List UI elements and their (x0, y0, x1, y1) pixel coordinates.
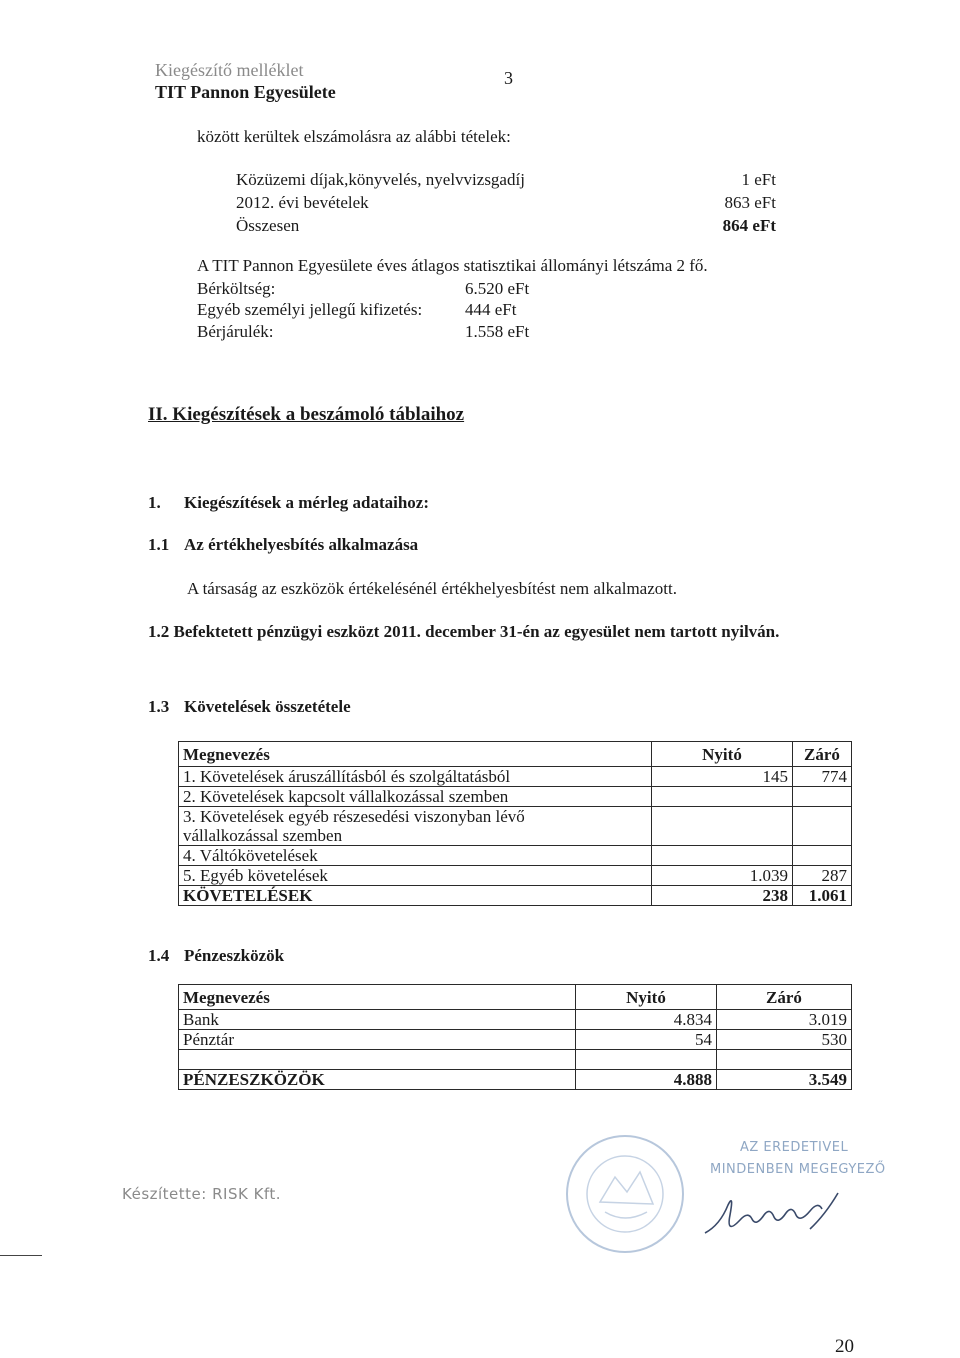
staff-cost-value: 6.520 eFt (465, 279, 530, 298)
document-subtitle: Kiegészítő melléklet (155, 60, 304, 80)
table-header-row (179, 742, 852, 767)
table-row (179, 767, 852, 787)
subsection-title: Pénzeszközök (184, 946, 285, 965)
staff-cost-row (197, 279, 529, 299)
subsection-text: A társaság az eszközök értékelésénél értékhelyesbítést nem alkalmazott. (187, 579, 677, 598)
staff-cost-label: Bérköltség: (197, 279, 276, 298)
section-heading: II. Kiegészítések a beszámoló táblaihoz (148, 404, 465, 425)
certification-stamp-line: AZ EREDETIVEL (740, 1140, 849, 1155)
subsection-heading (148, 493, 429, 513)
row-open: 4.834 (576, 1010, 717, 1030)
empty-cell (576, 1050, 717, 1070)
row-close: 3.019 (717, 1010, 852, 1030)
settlement-label: Összesen (236, 216, 300, 235)
total-open: 238 (652, 886, 793, 906)
subsection-number: 1.1 (148, 535, 170, 554)
row-open (652, 846, 793, 866)
column-header: Nyitó (576, 985, 717, 1010)
staff-cost-value: 444 eFt (465, 300, 517, 319)
settlement-row (236, 170, 776, 190)
row-open: 54 (576, 1030, 717, 1050)
subsection-number: 1. (148, 493, 161, 512)
total-name: PÉNZESZKÖZÖK (179, 1070, 576, 1090)
total-name: KÖVETELÉSEK (179, 886, 652, 906)
settlement-total-row (236, 216, 776, 236)
column-header: Záró (793, 742, 852, 767)
header-page-number: 3 (504, 68, 513, 88)
subsection-title: Az értékhelyesbítés alkalmazása (184, 535, 419, 554)
settlement-row (236, 193, 776, 213)
table-header-row (179, 985, 852, 1010)
page-number: 20 (835, 1336, 854, 1357)
row-open (652, 807, 793, 846)
table-total-row (179, 1070, 852, 1090)
row-name: 2. Követelések kapcsolt vállalkozással szemben (179, 787, 652, 807)
settlement-value: 1 eFt (741, 170, 776, 189)
table-row (179, 1010, 852, 1030)
table-total-row (179, 886, 852, 906)
staff-cost-row (197, 322, 529, 342)
row-name: 5. Egyéb követelések (179, 866, 652, 886)
subsection-heading (148, 535, 418, 555)
row-close (793, 846, 852, 866)
subsection-heading (148, 697, 351, 717)
staff-cost-label: Egyéb személyi jellegű kifizetés: (197, 300, 423, 319)
row-close: 530 (717, 1030, 852, 1050)
column-header: Záró (717, 985, 852, 1010)
row-close (793, 787, 852, 807)
cash-table (178, 984, 852, 1090)
column-header: Megnevezés (179, 985, 576, 1010)
prepared-by: Készítette: RISK Kft. (122, 1185, 282, 1203)
table-empty-row (179, 1050, 852, 1070)
table-row (179, 807, 852, 846)
row-name: Bank (179, 1010, 576, 1030)
empty-cell (717, 1050, 852, 1070)
table-row (179, 787, 852, 807)
row-name: 3. Követelések egyéb részesedési viszonyban lévő vállalkozással szemben (179, 807, 652, 846)
row-close: 774 (793, 767, 852, 787)
row-open: 145 (652, 767, 793, 787)
empty-cell (179, 1050, 576, 1070)
staff-cost-label: Bérjárulék: (197, 322, 274, 341)
subsection-number: 1.4 (148, 946, 170, 965)
subsection-number: 1.3 (148, 697, 170, 716)
table-row (179, 1030, 852, 1050)
row-open: 1.039 (652, 866, 793, 886)
staff-statement: A TIT Pannon Egyesülete éves átlagos statisztikai állományi létszáma 2 fő. (197, 256, 708, 275)
intro-text: között kerültek elszámolásra az alábbi tételek: (197, 127, 511, 146)
row-close (793, 807, 852, 846)
subsection-title: Kiegészítések a mérleg adataihoz: (184, 493, 430, 512)
settlement-value: 863 eFt (724, 193, 776, 212)
receivables-table (178, 741, 852, 906)
column-header: Nyitó (652, 742, 793, 767)
signature-icon (700, 1185, 850, 1245)
row-name: Pénztár (179, 1030, 576, 1050)
certification-stamp-line: MINDENBEN MEGEGYEZŐ (710, 1162, 886, 1177)
column-header: Megnevezés (179, 742, 652, 767)
row-name: 1. Követelések áruszállításból és szolgáltatásból (179, 767, 652, 787)
row-open (652, 787, 793, 807)
organization-title: TIT Pannon Egyesülete (155, 82, 336, 102)
total-close: 1.061 (793, 886, 852, 906)
subsection-heading (148, 946, 284, 966)
settlement-label: 2012. évi bevételek (236, 193, 369, 212)
table-row (179, 866, 852, 886)
settlement-value: 864 eFt (722, 216, 776, 235)
subsection-paragraph: 1.2 Befektetett pénzügyi eszközt 2011. december 31-én az egyesület nem tartott nyilván. (148, 622, 780, 641)
total-open: 4.888 (576, 1070, 717, 1090)
settlement-label: Közüzemi díjak,könyvelés, nyelvvizsgadíj (236, 170, 525, 189)
organization-seal-icon (555, 1132, 705, 1262)
margin-line (0, 1255, 42, 1256)
staff-cost-value: 1.558 eFt (465, 322, 530, 341)
subsection-title: Követelések összetétele (184, 697, 351, 716)
row-close: 287 (793, 866, 852, 886)
total-close: 3.549 (717, 1070, 852, 1090)
staff-cost-row (197, 300, 516, 320)
table-row (179, 846, 852, 866)
row-name: 4. Váltókövetelések (179, 846, 652, 866)
